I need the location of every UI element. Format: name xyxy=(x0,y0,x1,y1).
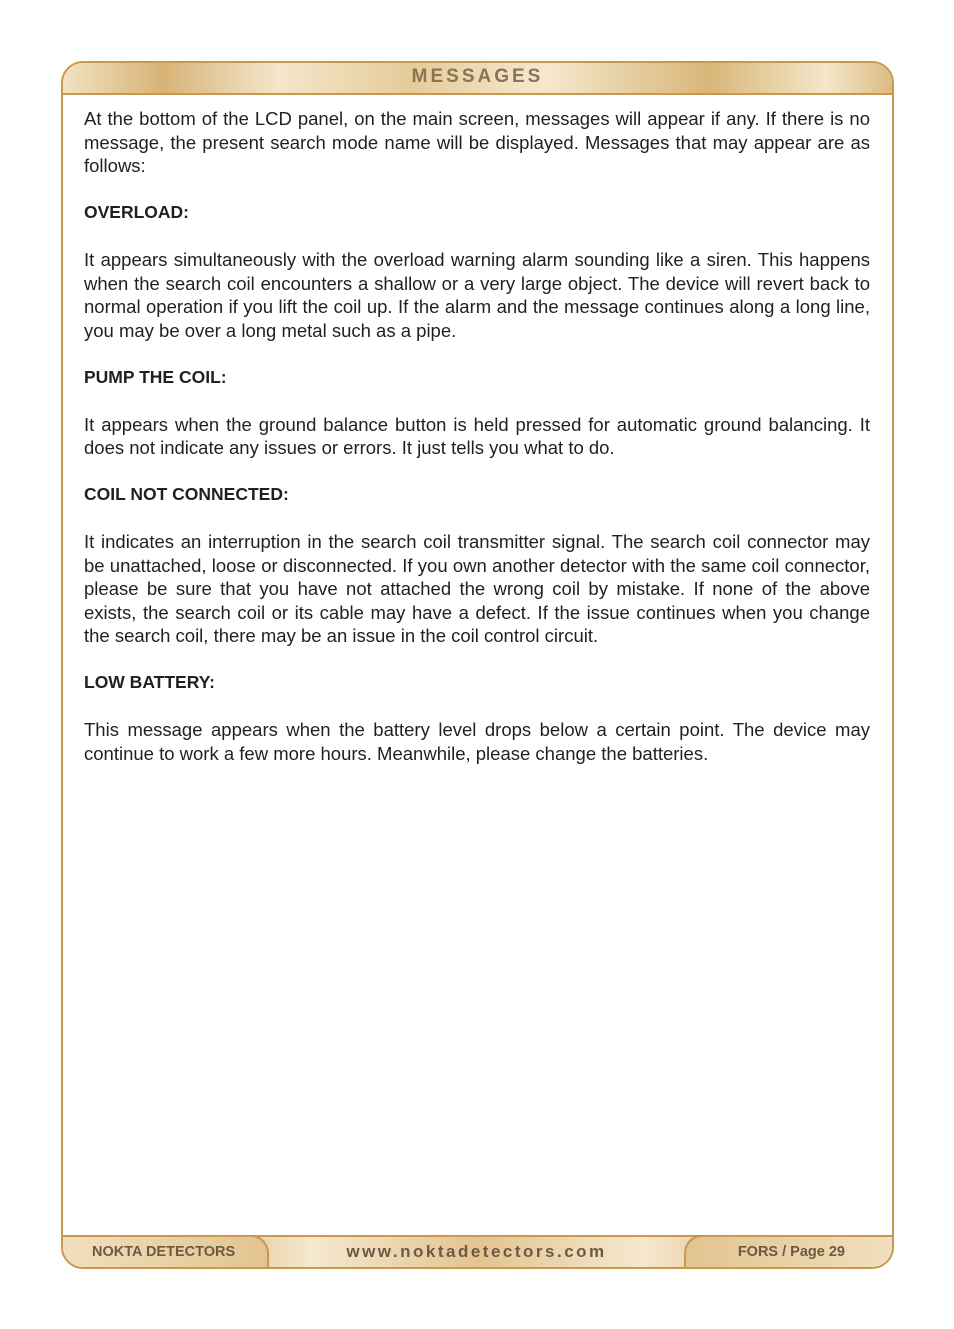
footer-website-link[interactable]: www.noktadetectors.com xyxy=(346,1242,607,1261)
footer-brand: NOKTA DETECTORS xyxy=(92,1244,236,1260)
intro-paragraph: At the bottom of the LCD panel, on the main screen, messages will appear if any. If there is no message, the present search mode name will be displayed. Messages that may appear are as follows: xyxy=(84,108,870,176)
paragraph-pump-the-coil: It appears when the ground balance button is held pressed for automatic ground balancing. It does not indicate any issues or errors. It just tells you what to do. xyxy=(84,413,870,458)
heading-coil-not-connected: COIL NOT CONNECTED: xyxy=(84,484,289,504)
paragraph-coil-not-connected: It indicates an interruption in the search coil transmitter signal. The search coil connector may be unattached, loose or disconnected. If you own another detector with the same coil connector, please be sure that you have not attached the wrong coil by mistake. If none of the above exists, the search coil or its cable may have a defect. If the issue continues when you change the search coil, there may be an issue in the coil control circuit. xyxy=(84,531,870,646)
heading-overload: OVERLOAD: xyxy=(84,202,189,222)
paragraph-overload: It appears simultaneously with the overload warning alarm sounding like a siren. This happens when the search coil encounters a shallow or a very large object. The device will revert back to normal operation if you lift the coil up. If the alarm and the message continues along a long line, you may be over a long metal such as a pipe. xyxy=(84,249,870,341)
page-footer xyxy=(63,1235,892,1267)
paragraph-low-battery: This message appears when the battery level drops below a certain point. The device may continue to work a few more hours. Meanwhile, please change the batteries. xyxy=(84,719,870,764)
heading-low-battery: LOW BATTERY: xyxy=(84,672,215,692)
heading-pump-the-coil: PUMP THE COIL: xyxy=(84,366,227,387)
section-header xyxy=(63,63,892,95)
page-frame xyxy=(61,61,894,1269)
footer-page-number: FORS / Page 29 xyxy=(737,1244,845,1260)
page-content xyxy=(84,107,870,789)
section-title: MESSAGES xyxy=(411,66,544,87)
